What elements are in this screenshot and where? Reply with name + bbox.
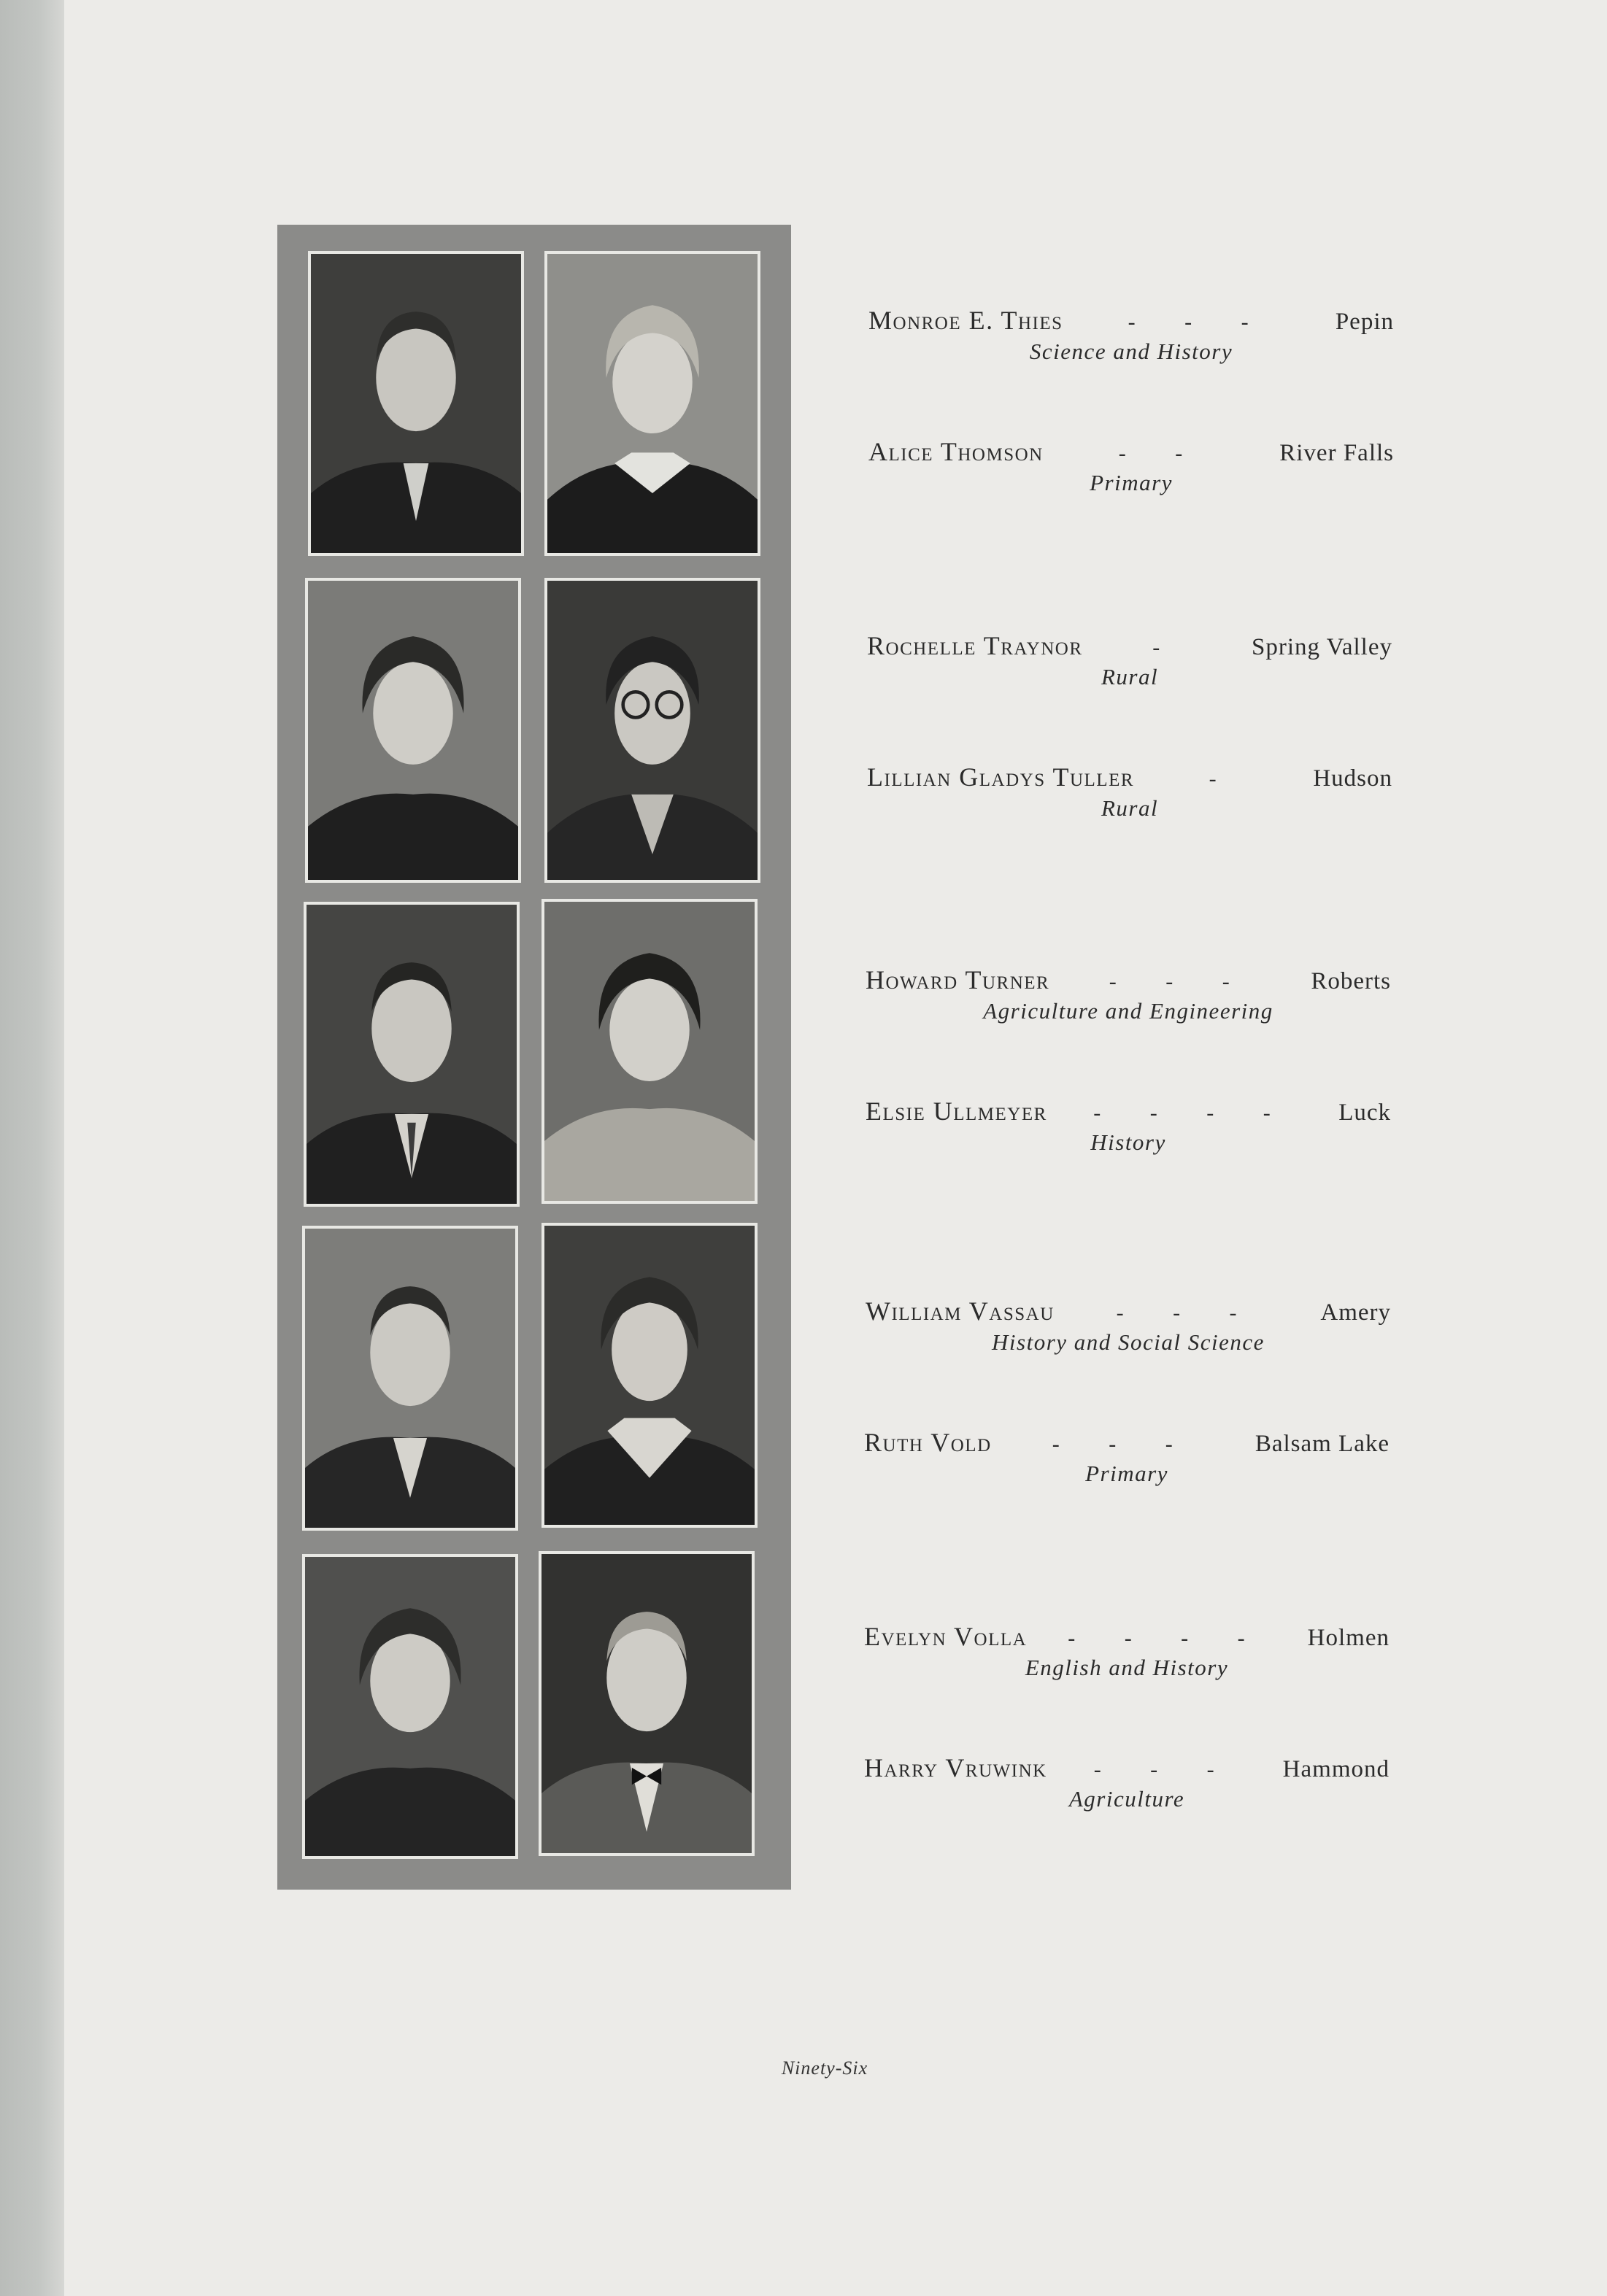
- hometown: Spring Valley: [1252, 634, 1392, 660]
- leader-dashes: - - - -: [1093, 1101, 1292, 1125]
- course: History: [1090, 1129, 1166, 1155]
- hometown: Roberts: [1311, 968, 1391, 994]
- leader-dashes: -: [1152, 635, 1182, 660]
- portrait-photo-man: [302, 1226, 518, 1531]
- course: Rural: [1101, 795, 1159, 821]
- entry-alice-thomson: [868, 436, 1394, 496]
- portrait-photo-woman: [302, 1554, 518, 1859]
- leader-dashes: -: [1209, 767, 1238, 791]
- hometown: Hudson: [1313, 765, 1392, 792]
- portrait-photo-woman-glasses: [544, 578, 760, 883]
- student-name: Ruth Vold: [864, 1428, 992, 1457]
- student-name: Rochelle Traynor: [867, 631, 1083, 660]
- student-name: Harry Vruwink: [864, 1753, 1047, 1782]
- entry-monroe-thies: [868, 305, 1394, 365]
- portrait-photo-man: [304, 902, 520, 1207]
- leader-dashes: - - - -: [1068, 1626, 1267, 1650]
- portrait-photo-woman: [305, 578, 521, 883]
- course: Rural: [1101, 664, 1159, 689]
- portrait-photo-woman: [544, 251, 760, 556]
- entry-elsie-ullmeyer: [866, 1096, 1391, 1156]
- entry-harry-vruwink: [864, 1752, 1390, 1812]
- student-name: Elsie Ullmeyer: [866, 1097, 1047, 1126]
- student-name: Evelyn Volla: [864, 1622, 1028, 1651]
- portrait-photo-woman: [542, 1223, 758, 1528]
- leader-dashes: - - -: [1093, 1758, 1236, 1782]
- leader-dashes: - - -: [1116, 1301, 1259, 1325]
- entry-rochelle-traynor: [867, 630, 1392, 690]
- student-name: Monroe E. Thies: [868, 306, 1063, 335]
- hometown: Hammond: [1282, 1756, 1390, 1782]
- page-number: Ninety-Six: [781, 2057, 868, 2079]
- course: Primary: [1085, 1461, 1168, 1486]
- course: Agriculture: [1068, 1786, 1185, 1812]
- portrait-photo-man: [308, 251, 524, 556]
- hometown: Balsam Lake: [1255, 1431, 1390, 1457]
- portrait-photo-woman: [542, 899, 758, 1204]
- leader-dashes: - - -: [1128, 310, 1271, 334]
- hometown: Holmen: [1307, 1625, 1390, 1651]
- leader-dashes: - - -: [1109, 970, 1252, 994]
- hometown: Pepin: [1335, 309, 1394, 335]
- hometown: River Falls: [1279, 440, 1394, 466]
- student-name: Howard Turner: [866, 965, 1050, 994]
- entry-william-vassau: [866, 1296, 1391, 1356]
- course: English and History: [1025, 1655, 1229, 1680]
- leader-dashes: - -: [1118, 441, 1205, 465]
- course: History and Social Science: [992, 1329, 1265, 1355]
- course: Primary: [1090, 470, 1173, 495]
- course: Science and History: [1029, 339, 1233, 364]
- entry-ruth-vold: [864, 1427, 1390, 1487]
- hometown: Amery: [1320, 1299, 1391, 1326]
- student-name: Lillian Gladys Tuller: [867, 762, 1135, 792]
- student-name: Alice Thomson: [868, 437, 1044, 466]
- entry-evelyn-volla: [864, 1621, 1390, 1681]
- leader-dashes: - - -: [1052, 1432, 1195, 1456]
- student-name: William Vassau: [866, 1296, 1055, 1326]
- portrait-photo-man: [539, 1551, 755, 1856]
- entry-lillian-tuller: [867, 762, 1392, 822]
- hometown: Luck: [1338, 1099, 1391, 1126]
- entry-howard-turner: [866, 965, 1391, 1024]
- course: Agriculture and Engineering: [983, 998, 1273, 1024]
- portrait-panel: [277, 225, 791, 1890]
- binding-edge: [0, 0, 64, 2296]
